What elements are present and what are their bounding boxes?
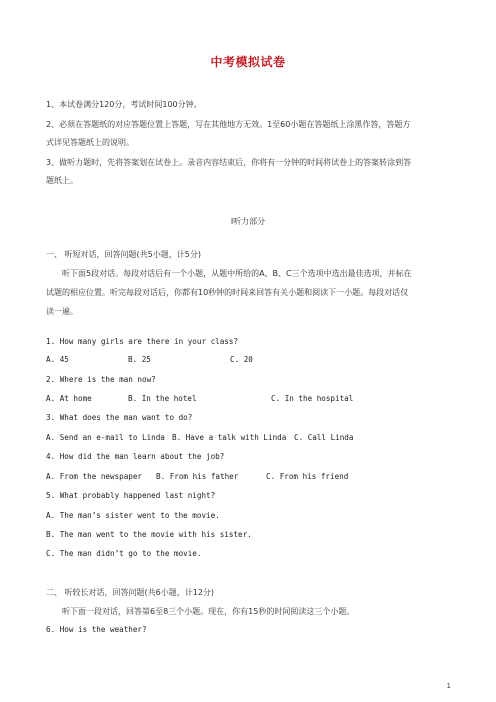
option-b: B. Have a talk with Linda bbox=[172, 433, 287, 442]
part2-intro: 听下面一段对话，回答第6至8三个小题。现在，你有15秒的时间阅读这三个小题。 bbox=[62, 607, 355, 616]
instruction-line: 3、做听力题时，先将答案划在试卷上。录音内容结束后，你将有一分钟的时间将试卷上的答案转涂到答 bbox=[46, 158, 412, 167]
part1-intro-line: 试题的相应位置。听完每段对话后，你都有10秒钟的时间来回答有关小题和阅读下一小题。每段对话仅 bbox=[46, 288, 409, 297]
question-5-option-a: A. The man’s sister went to the movie. bbox=[46, 511, 220, 520]
part2-heading: 二、 听较长对话，回答问题(共6小题，计12分) bbox=[46, 588, 215, 597]
option-c: C. 20 bbox=[230, 355, 253, 364]
option-a: A. Send an e-mail to Linda bbox=[46, 433, 165, 442]
question-4: 4. How did the man learn about the job? bbox=[46, 452, 225, 461]
question-5: 5. What probably happened last night? bbox=[46, 491, 216, 500]
question-6: 6. How is the weather? bbox=[46, 625, 147, 634]
instruction-line: 2、必须在答题纸的对应答题位置上答题，写在其他地方无效。1至60小题在答题纸上涂黑作答，答题方 bbox=[46, 120, 411, 129]
page-title: 中考模拟试卷 bbox=[210, 55, 286, 69]
option-a: A. At home bbox=[46, 394, 92, 403]
option-c: C. From his friend bbox=[266, 472, 349, 481]
question-3: 3. What does the man want to do? bbox=[46, 413, 193, 422]
option-b: B. 25 bbox=[128, 355, 151, 364]
option-c: C. In the hospital bbox=[271, 394, 354, 403]
part1-heading: 一、 听短对话，回答问题(共5小题，计5分) bbox=[46, 250, 201, 259]
question-2: 2. Where is the man now? bbox=[46, 375, 156, 384]
question-2-options bbox=[46, 393, 454, 404]
question-5-option-c: C. The man didn’t go to the movie. bbox=[46, 549, 202, 558]
question-3-options bbox=[46, 432, 454, 443]
instruction-line: 1、本试卷满分120分，考试时间100分钟。 bbox=[46, 100, 202, 109]
page-number: 1 bbox=[446, 682, 451, 690]
section-title: Ⅰ听力部分 bbox=[230, 217, 266, 226]
option-a: A. From the newspaper bbox=[46, 472, 143, 481]
option-c: C. Call Linda bbox=[294, 433, 354, 442]
option-a: A. 45 bbox=[46, 355, 69, 364]
part1-intro-line: 读一遍。 bbox=[46, 307, 78, 316]
question-5-option-b: B. The man went to the movie with his sister. bbox=[46, 530, 252, 539]
question-1: 1. How many girls are there in your class? bbox=[46, 337, 239, 346]
part1-intro-line: 听下面5段对话。每段对话后有一个小题，从题中所给的A、B、C三个选项中选出最佳选项，并标在 bbox=[62, 269, 412, 278]
question-4-options bbox=[46, 471, 454, 482]
instruction-line: 题纸上。 bbox=[46, 176, 78, 185]
option-b: B. In the hotel bbox=[128, 394, 197, 403]
instruction-line: 式详见答题纸上的说明。 bbox=[46, 138, 134, 147]
question-1-options bbox=[46, 354, 454, 365]
option-b: B. From his father bbox=[156, 472, 239, 481]
